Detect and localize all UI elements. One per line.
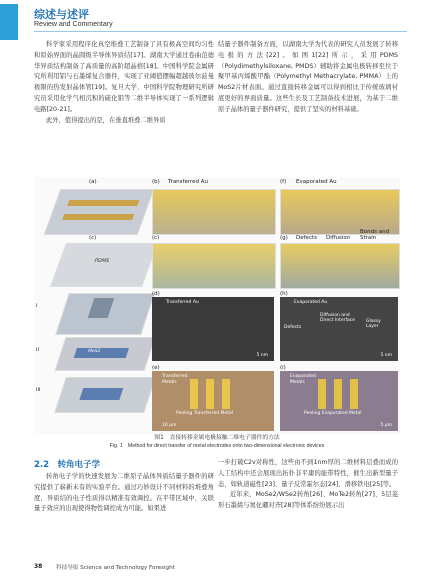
scale-bar-label: 5 μm [380,423,392,428]
paragraph: 此外，值得提出的是，在垂直堆叠二维异质 [46,116,166,124]
gold-electrode [62,214,134,220]
paragraph: 一步打破C2v对称性，这些由不到1nm厚的二维材料层叠而成的人工结构中还会展现出拓扑非平庸的能带特性，催生出新型量子态，如轨道磁性[23]、量子反常霍尔态[24]、滑移铁电[25]等。 [218,459,398,488]
journal-name: 科技导报 Science and Technology Foresight [56,565,175,571]
panel-e-optical-image [152,371,274,431]
section-title: 综述与述评 [34,8,89,21]
panel-h-diffusion: Diffusion and Direct Interface [320,313,356,323]
mos2-label: MoS2 [87,349,101,354]
panel-label-c-mid: (c) [152,235,160,241]
header-accent-bar [0,4,18,40]
device-channel [79,388,123,400]
figure-caption-en: Fig. 1 Method for direct transfer of metal electrodes onto two-dimensional electronic devices [109,443,325,449]
paragraph: 转角电子学的快速发展为二维原子晶体异质结量子器件的研究提供了崭新未有的实验平台。通过巧妙设计不同材料的堆叠角度，异质结的电子性质得以精准有效调控。在平带区域中，关联量子效应的出现使得物性调控成为可能。如果进 [34,473,214,513]
panel-label-f: (f) [280,179,287,185]
right-column-bottom [218,458,398,512]
electrode-strip [206,379,214,409]
panel-b-atom-model [152,189,276,235]
panel-d-tem-image [152,297,274,361]
right-column-top [218,40,398,116]
panel-label-a: (a) [89,179,97,185]
panel-h-defects: Defects [284,325,302,330]
panel-mos2-image [54,337,155,371]
panel-g-bonds: Bonds and Strain [360,229,390,241]
panel-transfer-step-image [55,293,155,335]
stamp-shape [88,298,114,318]
panel-e-peel: Peeling Transferred Metal [176,411,233,416]
panel-c-atom-model [152,243,276,289]
panel-h-tem-image [280,297,398,361]
panel-b-title: Transferred Au [168,179,209,185]
left-column-bottom [34,472,214,515]
section-subtitle: Review and Commentary [34,21,113,28]
paragraph: 近年来，MoSe2/WSe2转角[26]、MoTe2转角[27]、5层菱形石墨烯与氮化硼对齐[28]等体系纷纷展示出 [218,491,398,510]
panel-i-optical-image [280,371,398,431]
page-number: 38 [34,563,43,570]
panel-g-defects: Defects [296,235,317,241]
electrode-strip [334,379,342,409]
paragraph: 结量子器件制备方面，以湖南大学为代表的研究人员发展了转移电极的方法[22]。如图1[22]所示，采用PDMS（Polydimethylsiloxane, PMDS）辅助将金属电极转移至位于聚甲基丙烯酸甲酯（Polymethyl Methacrylate, PMMA）上的MoS2片材表面。通过直接转移金属可以得到相比于传统玻璃衬底更好的界面质量。这些生长及工艺制备技术进展，为基于二维原子晶体的量子器件研究，提供了坚实的材料基础。 [218,41,398,113]
left-column-top [34,40,214,126]
panel-i-title: Evaporated [290,374,316,379]
electrode-strip [350,379,358,409]
panel-d-title: Transferred Au [166,300,199,305]
electrode-strip [190,379,198,409]
panel-a-chip-image [44,189,155,235]
figure-caption-cn: 图1 直接转移金属电极接触二维电子器件的方法 [154,435,280,441]
section-heading: 2.2 转角电子学 [34,460,101,470]
pdms-label: PDMS [93,258,110,264]
panel-i-peel: Peeling Evaporated Metal [304,411,362,416]
panel-label-c: (c) [89,235,97,241]
panel-e-title-2: Metals [162,380,177,385]
gold-electrode [67,200,139,206]
panel-label-e: (e) [152,365,160,371]
panel-final-device-image [54,377,156,413]
panel-label-i: (i) [280,365,286,371]
scale-bar-label: 5 nm [256,353,268,358]
panel-g-atom-model [280,243,400,289]
electrode-strip [222,379,230,409]
side-label: ii [36,347,40,353]
panel-f-title: Evaporated Au [296,179,337,185]
figure-1 [34,177,400,435]
mos2-flake [74,348,129,358]
panel-i-title-2: Metals [290,380,305,385]
side-label: i [36,303,38,309]
header-divider [34,31,407,32]
panel-h-title: Evaporated Au [294,300,328,305]
scale-bar-label: 5 nm [380,353,392,358]
panel-h-glassy: Glassy Layer [366,319,381,329]
panel-label-d: (d) [152,291,160,297]
panel-e-title: Transferred [162,374,188,379]
side-label: iii [36,387,41,393]
panel-c-pdms-image [50,243,158,287]
panel-label-b: (b) [152,179,160,185]
scale-bar-label: 10 μm [162,423,177,428]
panel-label-h: (h) [280,291,288,297]
paragraph: 科学家采用程序化真空堆叠工艺制备了具有极高空间均匀性和原始界面的晶圆级半导体异质结[17]。湖南大学通过卷曲范德华异质结构制备了高质量的高阶超晶格[18]。中国科学院金属研究所利用铝与石墨烯复合器件，实现了亚阈值摆幅超越玻尔兹曼极限的热发射晶体管[19]。复旦大学、中国科学院物理研究所研究员采用化学气相沉积的硫化钼等二维半导体实现了一系列逻辑电路[20-21]。 [34,41,214,113]
panel-label-g: (g) [280,235,288,241]
panel-g-diffusion: Diffusion [326,235,351,241]
electrode-strip [318,379,326,409]
